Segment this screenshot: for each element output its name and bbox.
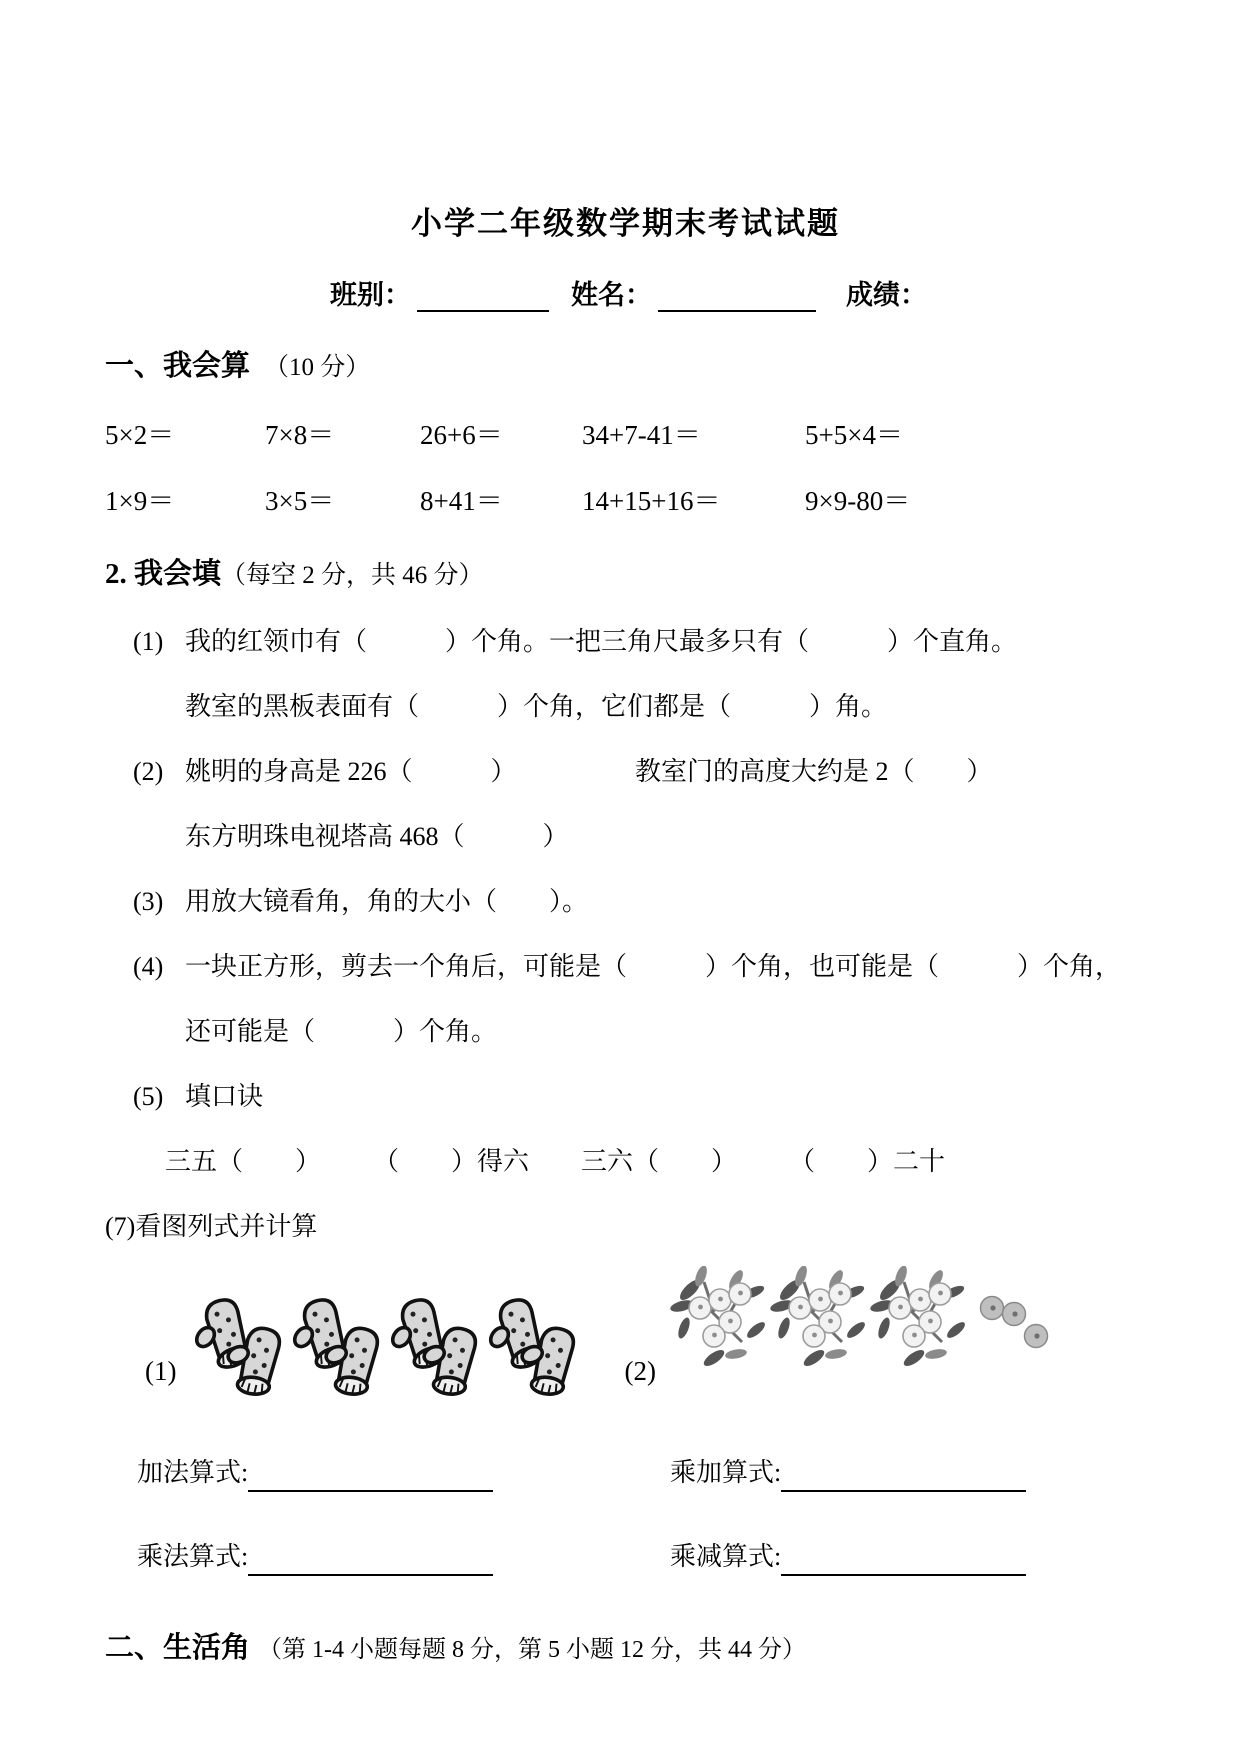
calc-problem: 26+6＝	[420, 420, 503, 450]
calc-problem: 5×2＝	[105, 420, 175, 450]
jingle-part: 三六（ ）	[581, 1147, 738, 1176]
multiplication-equation-label: 乘法算式:	[137, 1542, 249, 1571]
loose-apples-icon	[974, 1292, 1058, 1356]
class-label: 班别：	[330, 280, 411, 310]
mitten-pair-icon	[290, 1298, 382, 1398]
question-text: 我的红领巾有（ ）个角。一把三角尺最多只有（ ）个直角。	[185, 627, 1018, 656]
mitten-pair-icon	[486, 1298, 578, 1398]
calc-problem: 7×8＝	[265, 420, 335, 450]
apple-branch-icon	[670, 1266, 770, 1370]
question-text: 教室的黑板表面有（ ）个角，它们都是（ ）角。	[185, 692, 888, 721]
question-2-line-1	[105, 753, 1146, 791]
apple-branch-icon	[770, 1266, 870, 1370]
mitten-pair-icon	[388, 1298, 480, 1398]
equation-row-2	[105, 1538, 1146, 1576]
question-4-line-1	[105, 948, 1146, 986]
calc-problem: 9×9-80＝	[805, 486, 911, 516]
question-7-line	[105, 1208, 1146, 1246]
question-3-line	[105, 883, 1146, 921]
calc-problem: 8+41＝	[420, 486, 503, 516]
page-title: 小学二年级数学期末考试试题	[411, 206, 840, 241]
question-text: 东方明珠电视塔高 468（ ）	[185, 822, 569, 851]
section2-heading: 2. 我会填	[105, 558, 222, 590]
figures-row	[105, 1260, 1146, 1428]
calc-row-2	[105, 482, 1146, 520]
question-1-line-2	[105, 688, 1146, 726]
question-text: (7)看图列式并计算	[105, 1212, 318, 1241]
section3-heading: 二、生活角	[105, 1632, 251, 1664]
name-label: 姓名：	[571, 280, 652, 310]
multiply-subtract-equation-blank	[781, 1546, 1026, 1576]
calc-problem: 34+7-41＝	[582, 420, 701, 450]
question-number: (5)	[133, 1082, 164, 1111]
multiplication-jingle-row	[105, 1143, 1146, 1181]
figure-2-label: (2)	[624, 1356, 656, 1386]
multiply-subtract-equation-label: 乘减算式:	[670, 1542, 782, 1571]
calc-problem: 3×5＝	[265, 486, 335, 516]
multiply-add-equation-blank	[781, 1462, 1026, 1492]
question-number: (3)	[133, 887, 164, 916]
mittens-image	[192, 1298, 578, 1398]
multiply-add-equation-label: 乘加算式:	[670, 1458, 782, 1487]
section1-points: （10 分）	[264, 354, 371, 381]
question-text: 还可能是（ ）个角。	[185, 1017, 498, 1046]
question-text: 用放大镜看角，角的大小（ ）。	[185, 887, 589, 916]
question-2-line-2	[105, 818, 1146, 856]
figure-1-label: (1)	[145, 1356, 177, 1386]
question-text: 填口诀	[185, 1082, 264, 1111]
addition-equation-blank	[248, 1462, 493, 1492]
question-5-line	[105, 1078, 1146, 1116]
calc-problem: 14+15+16＝	[582, 486, 721, 516]
student-info-row	[105, 273, 1146, 312]
question-1-line-1	[105, 623, 1146, 661]
jingle-part: （ ）二十	[789, 1147, 946, 1176]
calc-row-1	[105, 416, 1146, 454]
section2-heading-row	[105, 554, 1146, 596]
multiplication-equation-blank	[248, 1546, 493, 1576]
jingle-part: 三五（ ）	[165, 1147, 322, 1176]
apple-branch-icon	[870, 1266, 970, 1370]
section1-heading-row	[105, 346, 1146, 388]
section3-points: （第 1-4 小题每题 8 分，第 5 小题 12 分，共 44 分）	[258, 1637, 807, 1663]
calc-problem: 1×9＝	[105, 486, 175, 516]
apples-image	[670, 1266, 1058, 1370]
section2-points: （每空 2 分，共 46 分）	[221, 562, 484, 589]
jingle-part: （ ）得六	[373, 1147, 530, 1176]
addition-equation-label: 加法算式:	[137, 1458, 249, 1487]
mitten-pair-icon	[192, 1298, 284, 1398]
equation-row-1	[105, 1454, 1146, 1492]
calc-problem: 5+5×4＝	[805, 420, 903, 450]
class-blank-line	[417, 282, 549, 312]
question-text: 姚明的身高是 226（ ）	[185, 757, 517, 786]
section3-heading-row	[105, 1628, 1146, 1670]
question-number: (4)	[133, 952, 164, 981]
name-blank-line	[658, 282, 816, 312]
section1-heading: 一、我会算	[105, 350, 251, 382]
question-text: 教室门的高度大约是 2（ ）	[635, 757, 993, 786]
question-number: (1)	[133, 627, 164, 656]
question-text: 一块正方形，剪去一个角后，可能是（ ）个角，也可能是（ ）个角，	[185, 952, 1122, 981]
question-4-line-2	[105, 1013, 1146, 1051]
score-label: 成绩：	[846, 280, 927, 310]
question-number: (2)	[133, 757, 164, 786]
